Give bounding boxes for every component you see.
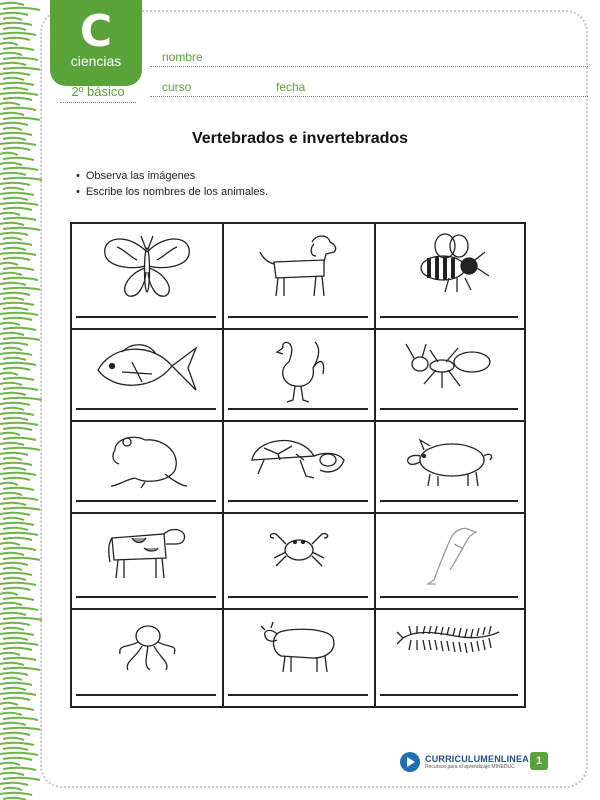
animal-cell	[375, 223, 525, 329]
animal-cell	[223, 513, 375, 609]
cow-icon	[102, 522, 192, 582]
answer-line[interactable]	[228, 500, 368, 502]
subject-name: ciencias	[70, 53, 122, 69]
answer-line[interactable]	[76, 500, 216, 502]
animal-cell	[375, 329, 525, 421]
animal-cell	[375, 421, 525, 513]
subject-tab	[50, 0, 142, 86]
butterfly-icon	[97, 232, 197, 302]
page-number: 1	[530, 752, 548, 770]
animal-cell	[223, 609, 375, 707]
pig-icon	[402, 430, 498, 490]
dolphin-icon	[420, 522, 480, 588]
animal-cell	[71, 329, 223, 421]
animal-grid	[70, 222, 526, 708]
animal-cell	[71, 223, 223, 329]
animal-cell	[223, 223, 375, 329]
subject-letter: C	[79, 6, 113, 57]
answer-line[interactable]	[228, 694, 368, 696]
animal-cell	[71, 513, 223, 609]
centipede-icon	[395, 618, 505, 658]
name-label: nombre	[162, 50, 203, 64]
answer-line[interactable]	[380, 694, 518, 696]
ant-icon	[402, 338, 498, 392]
answer-line[interactable]	[76, 694, 216, 696]
answer-line[interactable]	[76, 596, 216, 598]
instruction-item: • Escribe los nombres de los animales.	[76, 184, 268, 200]
sheep-icon	[257, 618, 341, 678]
rooster-icon	[269, 338, 329, 404]
answer-line[interactable]	[76, 316, 216, 318]
crab-icon	[264, 522, 334, 572]
answer-line[interactable]	[380, 500, 518, 502]
answer-line[interactable]	[228, 316, 368, 318]
fish-icon	[92, 338, 202, 398]
answer-line[interactable]	[380, 316, 518, 318]
play-arrow-icon	[400, 752, 420, 772]
animal-cell	[71, 609, 223, 707]
curriculum-logo[interactable]	[400, 752, 529, 772]
animal-cell	[223, 329, 375, 421]
octopus-icon	[114, 618, 180, 674]
instructions-list	[76, 168, 268, 200]
answer-line[interactable]	[380, 596, 518, 598]
bee-icon	[405, 232, 495, 296]
name-line[interactable]	[150, 66, 588, 67]
frog-icon	[105, 430, 189, 490]
logo-brand-name: CURRICULUMENLINEA	[425, 754, 529, 764]
animal-cell	[375, 513, 525, 609]
animal-cell	[223, 421, 375, 513]
answer-line[interactable]	[380, 408, 518, 410]
turtle-icon	[244, 430, 354, 490]
dog-icon	[254, 232, 344, 302]
logo-tagline: Recursos para el aprendizaje MINEDUC	[425, 764, 515, 770]
course-label: curso	[162, 80, 192, 94]
answer-line[interactable]	[76, 408, 216, 410]
instruction-item: • Observa las imágenes	[76, 168, 268, 184]
page-title: Vertebrados e invertebrados	[191, 130, 409, 147]
date-label: fecha	[276, 80, 306, 94]
animal-cell	[71, 421, 223, 513]
animal-cell	[375, 609, 525, 707]
answer-line[interactable]	[228, 408, 368, 410]
answer-line[interactable]	[228, 596, 368, 598]
grade-label: 2º básico	[60, 84, 136, 103]
course-date-line[interactable]	[150, 96, 588, 97]
